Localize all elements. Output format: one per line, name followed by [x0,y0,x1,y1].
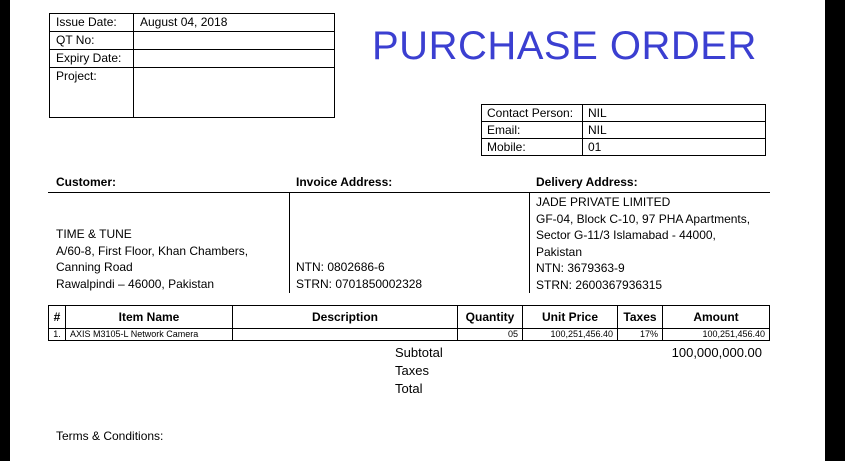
row-unit-price: 100,251,456.40 [523,329,618,341]
row-item-name: AXIS M3105-L Network Camera [66,329,233,341]
customer-heading: Customer: [56,175,117,189]
row-taxes: 17% [618,329,663,341]
mobile-value: 01 [583,139,766,156]
contact-person-row [482,105,766,122]
customer-address-line: A/60-8, First Floor, Khan Chambers, [56,243,249,258]
row-description [233,329,458,341]
right-border-bar [825,0,845,461]
delivery-strn: STRN: 2600367936315 [536,277,663,292]
expiry-date-row [50,50,335,68]
email-row [482,122,766,139]
contact-table [481,104,766,156]
customer-address-line: Rawalpindi – 46000, Pakistan [56,276,215,291]
col-item-name-header: Item Name [66,306,233,329]
delivery-address-line: Sector G-11/3 Islamabad - 44000, [536,228,716,242]
col-number-header: # [49,306,66,329]
project-value [134,68,335,118]
email-label: Email: [482,122,583,139]
purchase-order-page [10,0,825,461]
address-divider [48,192,770,193]
order-meta-table [49,13,335,118]
col-description-header: Description [233,306,458,329]
row-quantity: 05 [458,329,523,341]
total-label: Total [395,381,423,396]
invoice-strn: STRN: 0701850002328 [296,276,423,291]
contact-person-label: Contact Person: [482,105,583,122]
left-border-bar [0,0,10,461]
taxes-label: Taxes [395,363,429,378]
issue-date-row [50,14,335,32]
delivery-address-heading: Delivery Address: [536,175,638,189]
delivery-address [536,194,750,293]
project-label: Project: [50,68,134,118]
totals-labels [395,344,443,398]
delivery-ntn: NTN: 3679363-9 [536,261,625,275]
row-amount: 100,251,456.40 [663,329,770,341]
expiry-date-label: Expiry Date: [50,50,134,68]
row-number: 1. [49,329,66,341]
qt-no-row [50,32,335,50]
customer-address [56,226,248,292]
invoice-address [296,259,422,292]
col-taxes-header: Taxes [618,306,663,329]
col-unit-price-header: Unit Price [523,306,618,329]
address-column-divider [529,192,530,293]
contact-person-value: NIL [583,105,766,122]
terms-and-conditions: Terms & Conditions: [56,429,164,443]
customer-address-line: TIME & TUNE [56,227,132,241]
delivery-address-line: Pakistan [536,244,583,259]
address-column-divider [289,192,290,293]
mobile-label: Mobile: [482,139,583,156]
qt-no-value [134,32,335,50]
expiry-date-value [134,50,335,68]
document-title: PURCHASE ORDER [372,24,757,68]
project-row [50,68,335,118]
delivery-address-line: GF-04, Block C-10, 97 PHA Apartments, [536,211,751,226]
qt-no-label: QT No: [50,32,134,50]
col-amount-header: Amount [663,306,770,329]
invoice-address-heading: Invoice Address: [296,175,393,189]
email-value: NIL [583,122,766,139]
issue-date-label: Issue Date: [50,14,134,32]
table-row [49,329,770,341]
subtotal-label: Subtotal [395,345,443,360]
invoice-ntn: NTN: 0802686-6 [296,260,385,274]
mobile-row [482,139,766,156]
issue-date-value: August 04, 2018 [134,14,335,32]
delivery-address-line: JADE PRIVATE LIMITED [536,195,671,209]
items-table [48,305,770,341]
subtotal-value: 100,000,000.00 [671,345,762,360]
col-quantity-header: Quantity [458,306,523,329]
customer-address-line: Canning Road [56,260,133,274]
items-header-row [49,306,770,329]
